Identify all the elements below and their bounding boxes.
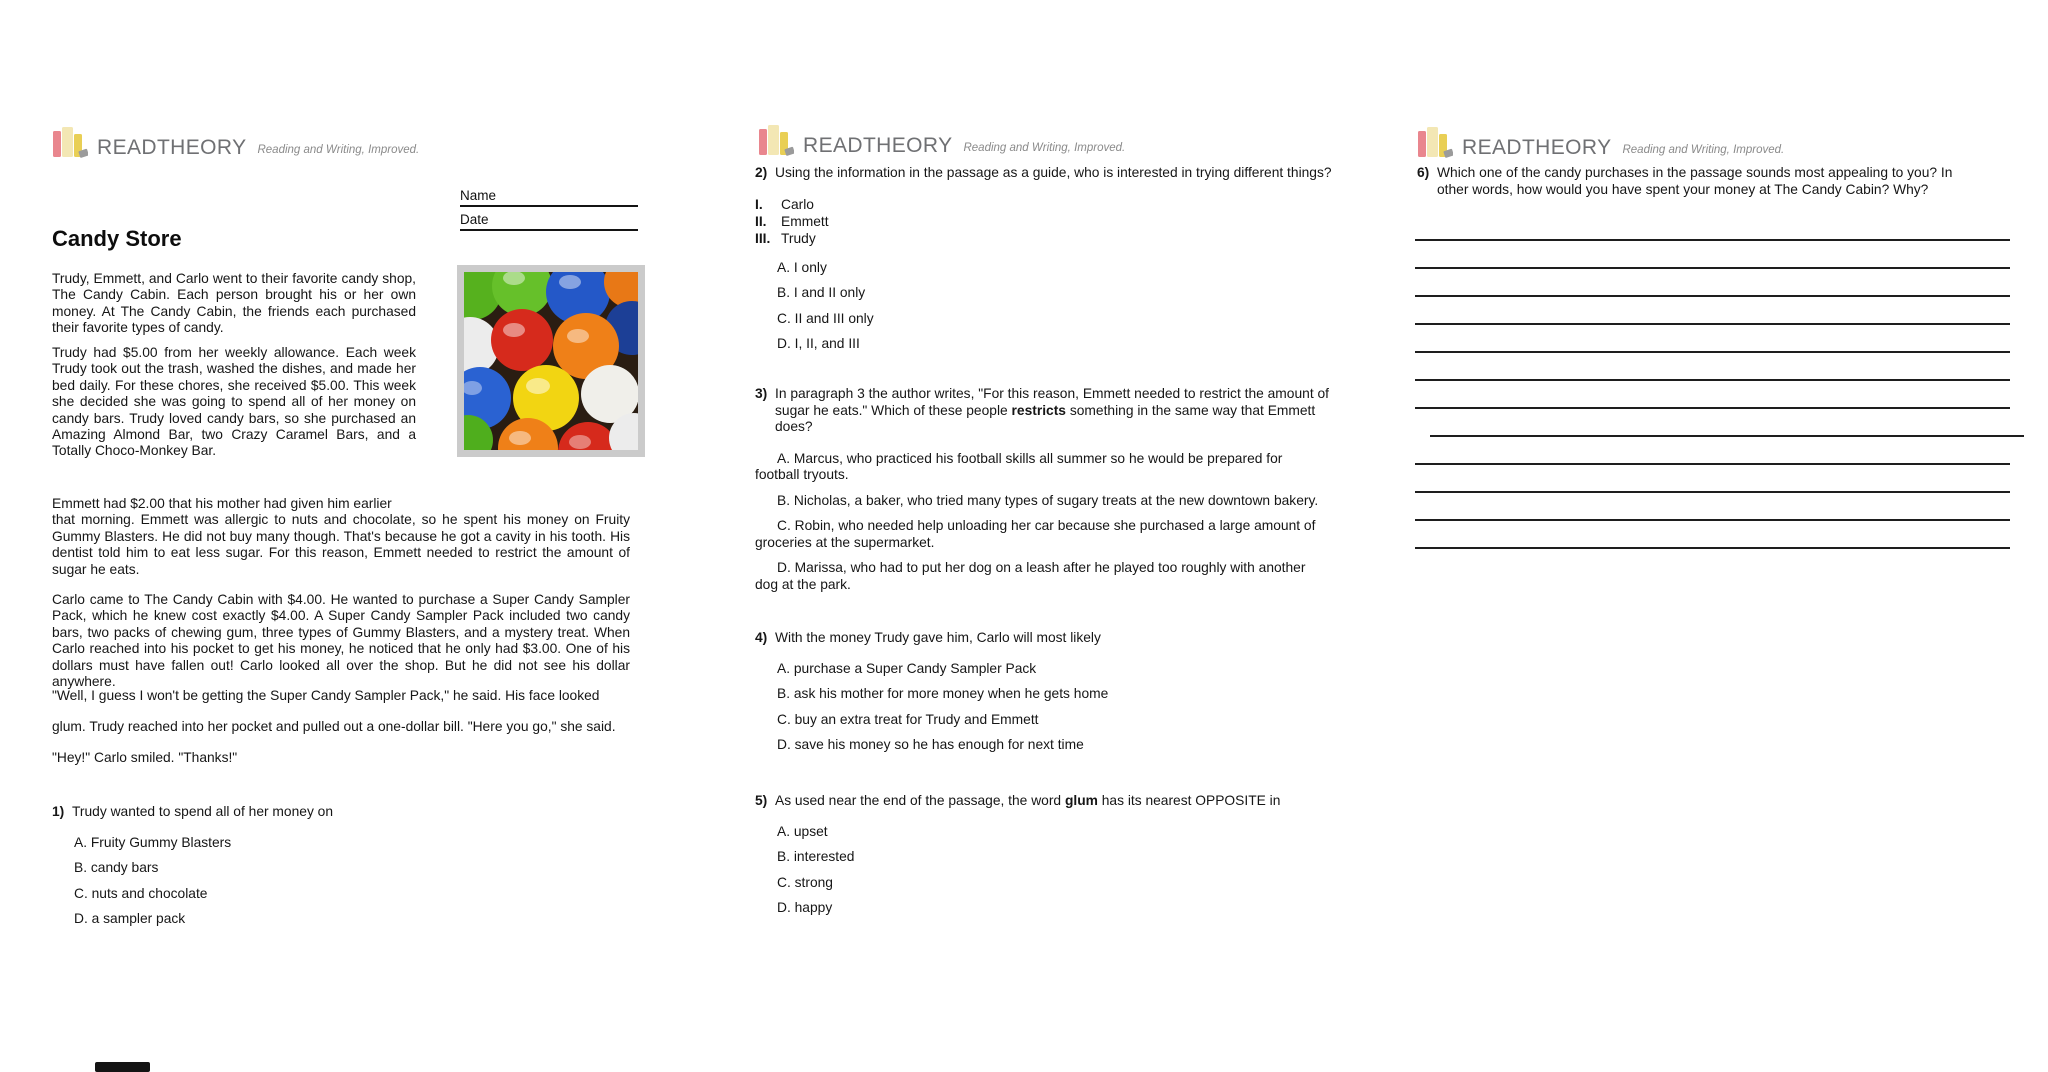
option-2a: A. I only — [777, 259, 827, 275]
option-1d: D. a sampler pack — [74, 911, 186, 926]
answer-line — [1430, 435, 2024, 437]
question-number: 5) — [755, 793, 768, 808]
answer-line — [1415, 351, 2010, 353]
option-4d: D. save his money so he has enough for next time — [777, 737, 1084, 752]
option-2c: C. II and III only — [777, 310, 874, 326]
brand-logo — [758, 124, 1125, 156]
option-4b: B. ask his mother for more money when he gets home — [777, 686, 1109, 701]
name-date-block — [460, 188, 638, 236]
brand-name: READTHEORY — [1462, 136, 1612, 159]
passage-paragraph-2: Trudy had $5.00 from her weekly allowance. Each week Trudy took out the trash, washed the dishes, and made her bed daily. For these chores, she received $5.00. This week she decided she was going to spend all of her money on candy bars. Trudy loved candy bars, so she purchased an Amazing Almond Bar, two Crazy Caramel Bars, and a Totally Choco-Monkey Bar. — [52, 345, 416, 459]
question-text: Trudy wanted to spend all of her money on — [72, 804, 334, 819]
question-text: With the money Trudy gave him, Carlo will most likely — [775, 630, 1101, 645]
answer-line — [1415, 407, 2010, 409]
brand-logo — [52, 126, 419, 158]
option-3b: B. Nicholas, a baker, who tried many types of sugary treats at the new downtown bakery. — [777, 492, 1319, 508]
question-6 — [1417, 165, 1995, 198]
roman-item-3: III. Trudy — [755, 230, 816, 246]
name-field-row: Name — [460, 188, 638, 207]
answer-line — [1415, 519, 2010, 521]
passage-title: Candy Store — [52, 226, 182, 251]
option-4a: A. purchase a Super Candy Sampler Pack — [777, 660, 1037, 676]
bold-word-restricts: restricts — [1011, 402, 1066, 418]
readtheory-books-icon — [52, 126, 88, 158]
option-3c: C. Robin, who needed help unloading her car because she purchased a large amount of groceries at the supermarket. — [755, 518, 1316, 550]
readtheory-books-icon — [758, 124, 794, 156]
option-3a: A. Marcus, who practiced his football skills all summer so he would be prepared for football tryouts. — [755, 450, 1283, 482]
answer-line — [1415, 547, 2010, 549]
answer-line — [1415, 267, 2010, 269]
option-1b: B. candy bars — [74, 860, 159, 875]
option-5d: D. happy — [777, 900, 833, 915]
roman-item-2: II. Emmett — [755, 213, 829, 229]
question-5 — [755, 793, 1330, 926]
answer-line — [1415, 239, 2010, 241]
brand-tagline: Reading and Writing, Improved. — [963, 141, 1126, 154]
bold-word-glum: glum — [1064, 793, 1098, 808]
passage-paragraph-3 — [52, 496, 630, 578]
brand-tagline: Reading and Writing, Improved. — [257, 143, 420, 156]
question-number: 6) — [1417, 165, 1430, 180]
option-5b: B. interested — [777, 849, 855, 864]
option-1a: A. Fruity Gummy Blasters — [74, 834, 232, 850]
brand-name: READTHEORY — [97, 136, 247, 159]
question-2 — [755, 165, 1355, 362]
brand-logo — [1417, 126, 1784, 158]
answer-line — [1415, 463, 2010, 465]
question-4 — [755, 630, 1330, 763]
passage-paragraph-4: Carlo came to The Candy Cabin with $4.00. He wanted to purchase a Super Candy Sampler Pack, which he knew cost exactly $4.00. A Super Candy Sampler Pack included two candy bars, two packs of chewing gum, three types of Gummy Blasters, and a mystery treat. When Carlo reached into his pocket to get his money, he noticed that he only had $3.00. One of his dollars must have fallen out! Carlo looked all over the shop. But he did not see his dollar anywhere. — [52, 592, 630, 690]
artifact-bar — [95, 1062, 150, 1072]
question-number: 3) — [755, 386, 768, 401]
passage-paragraph-1: Trudy, Emmett, and Carlo went to their favorite candy shop, The Candy Cabin. Each person brought his or her own money. At The Candy Cabin, the friends each purchased their favorite types of candy. — [52, 271, 416, 336]
answer-line — [1415, 323, 2010, 325]
answer-lines-block — [1415, 239, 2024, 575]
option-1c: C. nuts and chocolate — [74, 885, 208, 901]
option-4c: C. buy an extra treat for Trudy and Emmett — [777, 711, 1039, 727]
answer-line — [1415, 379, 2010, 381]
date-field-row: Date — [460, 212, 638, 231]
option-2d: D. I, II, and III — [777, 336, 860, 351]
passage-paragraph-7: "Hey!" Carlo smiled. "Thanks!" — [52, 750, 238, 765]
readtheory-books-icon — [1417, 126, 1453, 158]
brand-tagline: Reading and Writing, Improved. — [1622, 143, 1785, 156]
question-text: As used near the end of the passage, the word glum has its nearest OPPOSITE in — [775, 793, 1281, 808]
question-text: Which one of the candy purchases in the passage sounds most appealing to you? In other words, how would you have spent your money at The Candy Cabin? Why? — [1437, 165, 1953, 197]
option-3d: D. Marissa, who had to put her dog on a leash after he played too roughly with another dog at the park. — [755, 560, 1306, 592]
question-1 — [52, 804, 612, 937]
option-5a: A. upset — [777, 823, 828, 839]
question-3 — [755, 386, 1330, 602]
question-number: 4) — [755, 630, 768, 645]
question-text: Using the information in the passage as a guide, who is interested in trying different things? — [775, 165, 1332, 180]
brand-name: READTHEORY — [803, 134, 953, 157]
passage-paragraph-3-rest: that morning. Emmett was allergic to nuts and chocolate, so he spent his money on Fruity Gummy Blasters. He did not buy many though. That's because he got a cavity in his tooth. His dentist told him to eat less sugar. For this reason, Emmett needed to restrict the amount of sugar he eats. — [52, 512, 630, 577]
question-text: In paragraph 3 the author writes, "For this reason, Emmett needed to restrict the amount of sugar he eats." Which of these people restricts something in the same way that Emmett does? — [775, 386, 1329, 434]
gumballs-photo — [457, 265, 645, 457]
passage-paragraph-5: "Well, I guess I won't be getting the Super Candy Sampler Pack," he said. His face looked — [52, 688, 600, 703]
option-5c: C. strong — [777, 874, 833, 890]
option-2b: B. I and II only — [777, 285, 866, 300]
answer-line — [1415, 295, 2010, 297]
question-number: 2) — [755, 165, 768, 180]
passage-paragraph-3-line1: Emmett had $2.00 that his mother had given him earlier — [52, 496, 392, 511]
passage-paragraph-6: glum. Trudy reached into her pocket and pulled out a one-dollar bill. "Here you go," she said. — [52, 719, 616, 734]
answer-line — [1415, 491, 2010, 493]
roman-item-1: I. Carlo — [755, 196, 814, 212]
question-number: 1) — [52, 804, 65, 819]
